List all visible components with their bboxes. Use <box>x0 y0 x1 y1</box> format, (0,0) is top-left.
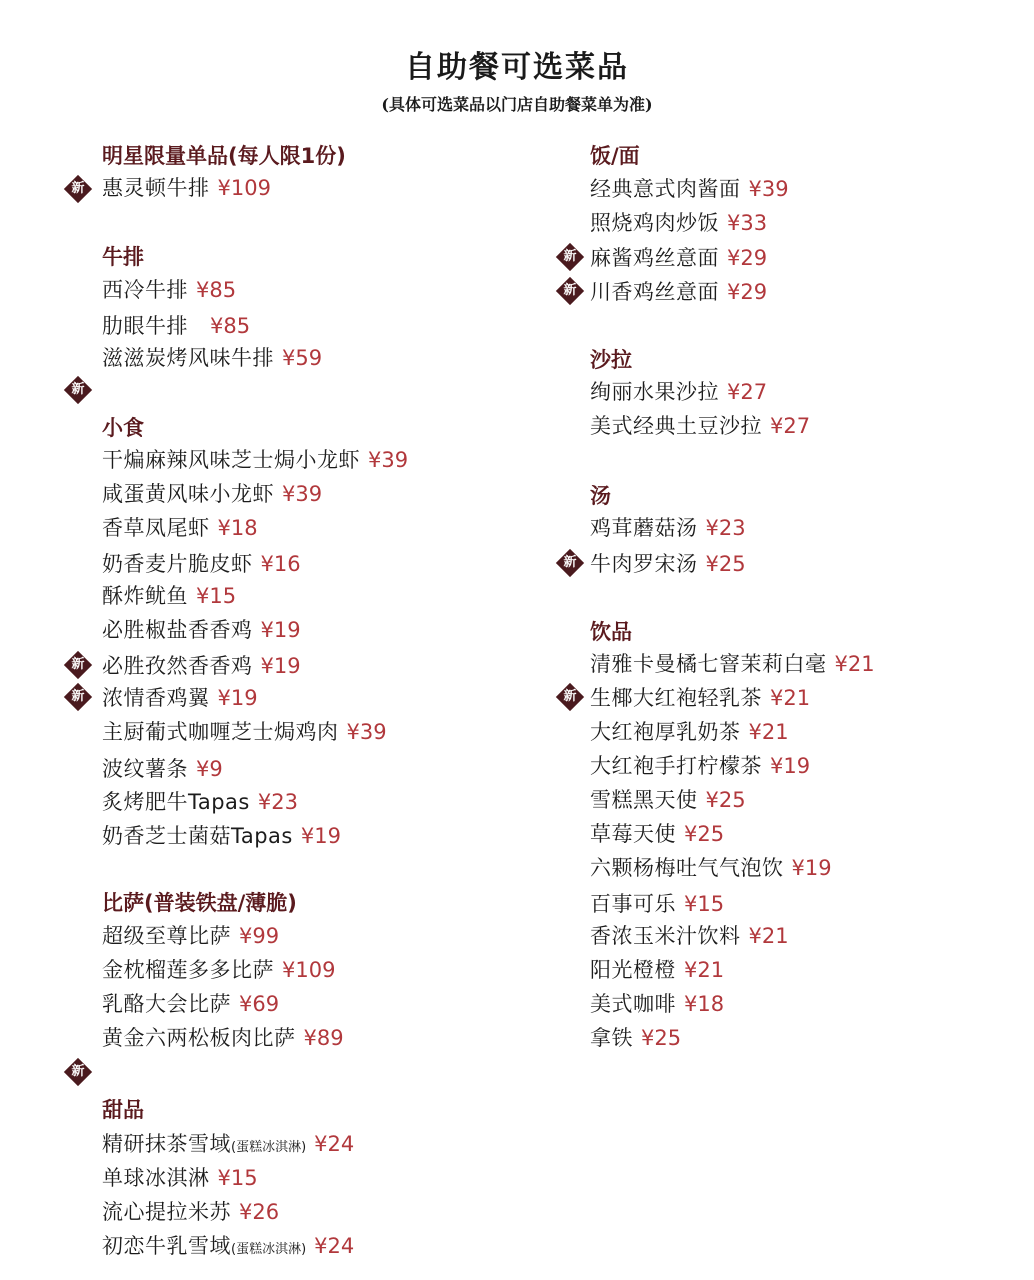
menu-item: 香草凤尾虾 ¥18 <box>102 516 258 540</box>
menu-item: 清雅卡曼橘七窨茉莉白毫 ¥21 <box>590 652 875 676</box>
menu-item: 酥炸鱿鱼 ¥15 <box>102 584 237 608</box>
menu-item: 咸蛋黄风味小龙虾 ¥39 <box>102 482 323 506</box>
menu-item: 干煸麻辣风味芝士焗小龙虾 ¥39 <box>102 448 409 472</box>
menu-item: 生椰大红袍轻乳茶 ¥21 <box>590 686 811 710</box>
menu-item: 美式咖啡 ¥18 <box>590 992 725 1016</box>
menu-item: 必胜孜然香香鸡 ¥19 <box>102 654 301 678</box>
category-title-pizza: 比萨(普装铁盘/薄脆) <box>102 891 297 915</box>
menu-item: 精研抹茶雪域(蛋糕冰淇淋) ¥24 <box>102 1132 355 1156</box>
menu-item: 浓情香鸡翼 ¥19 <box>102 686 258 710</box>
new-badge-icon: 新 <box>64 175 92 203</box>
new-badge-icon: 新 <box>64 683 92 711</box>
menu-item: 乳酪大会比萨 ¥69 <box>102 992 280 1016</box>
new-badge-icon: 新 <box>64 651 92 679</box>
menu-title: 自助餐可选菜品 <box>405 50 629 85</box>
menu-item: 惠灵顿牛排 ¥109 <box>102 176 271 200</box>
menu-item: 阳光橙橙 ¥21 <box>590 958 725 982</box>
menu-item: 大红袍手打柠檬茶 ¥19 <box>590 754 811 778</box>
menu-item: 黄金六两松板肉比萨 ¥89 <box>102 1026 344 1050</box>
menu-item: 香浓玉米汁饮料 ¥21 <box>590 924 789 948</box>
menu-item: 绚丽水果沙拉 ¥27 <box>590 380 768 404</box>
menu-item: 鸡茸蘑菇汤 ¥23 <box>590 516 746 540</box>
menu-item: 肋眼牛排 ¥85 <box>102 314 251 338</box>
menu-item: 大红袍厚乳奶茶 ¥21 <box>590 720 789 744</box>
menu-item: 牛肉罗宋汤 ¥25 <box>590 552 746 576</box>
menu-item: 百事可乐 ¥15 <box>590 892 725 916</box>
category-title-dessert: 甜品 <box>102 1098 144 1122</box>
menu-item: 六颗杨梅吐气气泡饮 ¥19 <box>590 856 832 880</box>
menu-item: 麻酱鸡丝意面 ¥29 <box>590 246 768 270</box>
menu-item: 奶香芝士菌菇Tapas ¥19 <box>102 824 341 848</box>
menu-item: 奶香麦片脆皮虾 ¥16 <box>102 552 301 576</box>
new-badge-icon: 新 <box>556 549 584 577</box>
category-title-star: 明星限量单品(每人限1份) <box>102 144 346 168</box>
menu-item: 流心提拉米苏 ¥26 <box>102 1200 280 1224</box>
menu-item: 照烧鸡肉炒饭 ¥33 <box>590 211 768 235</box>
menu-item: 必胜椒盐香香鸡 ¥19 <box>102 618 301 642</box>
menu-item: 滋滋炭烤风味牛排 ¥59 <box>102 346 323 370</box>
menu-item: 经典意式肉酱面 ¥39 <box>590 177 789 201</box>
menu-item: 超级至尊比萨 ¥99 <box>102 924 280 948</box>
menu-item: 单球冰淇淋 ¥15 <box>102 1166 258 1190</box>
menu-item: 雪糕黑天使 ¥25 <box>590 788 746 812</box>
category-title-drinks: 饮品 <box>590 620 632 644</box>
new-badge-icon: 新 <box>556 243 584 271</box>
menu-item: 炙烤肥牛Tapas ¥23 <box>102 790 298 814</box>
category-title-snacks: 小食 <box>102 416 144 440</box>
menu-item: 主厨葡式咖喱芝士焗鸡肉 ¥39 <box>102 720 387 744</box>
category-title-noodles: 饭/面 <box>590 144 640 168</box>
menu-subtitle: (具体可选菜品以门店自助餐菜单为准) <box>381 95 653 114</box>
menu-item: 西冷牛排 ¥85 <box>102 278 237 302</box>
menu-item: 草莓天使 ¥25 <box>590 822 725 846</box>
menu-item: 初恋牛乳雪域(蛋糕冰淇淋) ¥24 <box>102 1234 355 1258</box>
menu-item: 拿铁 ¥25 <box>590 1026 682 1050</box>
menu-item: 波纹薯条 ¥9 <box>102 757 223 781</box>
new-badge-icon: 新 <box>556 277 584 305</box>
menu-item: 川香鸡丝意面 ¥29 <box>590 280 768 304</box>
menu-item: 金枕榴莲多多比萨 ¥109 <box>102 958 336 982</box>
category-title-salad: 沙拉 <box>590 348 632 372</box>
new-badge-icon: 新 <box>64 376 92 404</box>
new-badge-icon: 新 <box>64 1058 92 1086</box>
menu-item: 美式经典土豆沙拉 ¥27 <box>590 414 811 438</box>
new-badge-icon: 新 <box>556 683 584 711</box>
category-title-soup: 汤 <box>590 484 611 508</box>
category-title-steak: 牛排 <box>102 245 144 269</box>
